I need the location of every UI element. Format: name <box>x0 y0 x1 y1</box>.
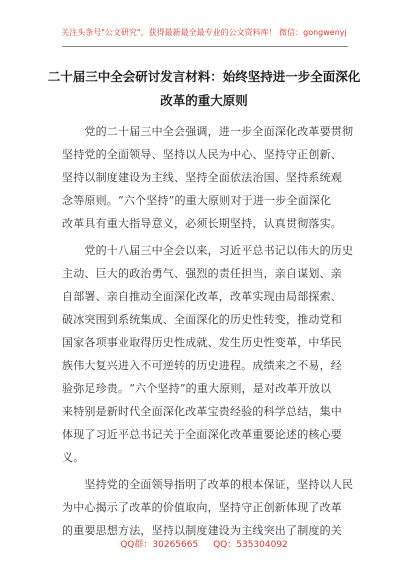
paragraph-2-line: 国家各项事业取得历史性成就、发生历史性变革，中华民 <box>62 336 342 349</box>
paragraph-2-line: 义。 <box>62 451 85 464</box>
footer-qq-number: QQ：535304092 <box>213 540 288 550</box>
document-title-line-1: 二十届三中全会研讨发言材料：始终坚持进一步全面深化 <box>47 69 361 84</box>
paragraph-1-line: 改革具有重大指导意义，必须长期坚持，认真贯彻落实。 <box>62 217 342 230</box>
paragraph-3-line: 为中心揭示了改革的价值取向，坚持守正创新体现了改革 <box>62 501 342 514</box>
footer-contact <box>0 537 408 550</box>
paragraph-2-line: 破冰突围到系统集成、全面深化的历史性转变，推动党和 <box>62 313 342 326</box>
paragraph-2-line: 来特别是新时代全面深化改革宝贵经验的科学总结，集中 <box>62 405 342 418</box>
paragraph-1-line: 坚持以制度建设为主线、坚持全面依法治国、坚持系统观 <box>62 171 342 184</box>
paragraph-2-line: 验弥足珍贵。“六个坚持”的重大原则，是对改革开放以 <box>62 382 332 395</box>
paragraph-1-line: 坚持党的全面领导、坚持以人民为中心、坚持守正创新、 <box>62 148 342 161</box>
paragraph-2-line: 主动、巨大的政治勇气、强烈的责任担当，亲自谋划、亲 <box>62 267 342 280</box>
paragraph-2-line: 党的十八届三中全会以来，习近平总书记以伟大的历史 <box>62 244 354 257</box>
paragraph-2-line: 体现了习近平总书记关于全面深化改革重要论述的核心要 <box>62 428 342 441</box>
paragraph-1-line: 党的二十届三中全会强调，进一步全面深化改革要贯彻 <box>62 125 354 138</box>
paragraph-2-line: 自部署、亲自推动全面深化改革，改革实现由局部探索、 <box>62 290 342 303</box>
paragraph-1-line: 念等原则。“六个坚持”的重大原则对于进一步全面深化 <box>62 194 332 207</box>
paragraph-2-line: 族伟大复兴进入不可逆转的历史进程。成绩来之不易，经 <box>62 359 342 372</box>
header-divider <box>62 46 348 47</box>
paragraph-3-line: 坚持党的全面领导指明了改革的根本保证，坚持以人民 <box>62 478 354 491</box>
header-promo-note: 关注头条号"公文研究"，获得最新最全最专业的公文资料库！ 微信：gongwenyj <box>61 28 347 37</box>
footer-qq-group: QQ群：30265665 <box>120 540 199 550</box>
document-title-line-2: 改革的重大原则 <box>160 93 248 108</box>
paragraph-3-line: 的重要思想方法，坚持以制度建设为主线突出了制度的关 <box>62 524 342 537</box>
